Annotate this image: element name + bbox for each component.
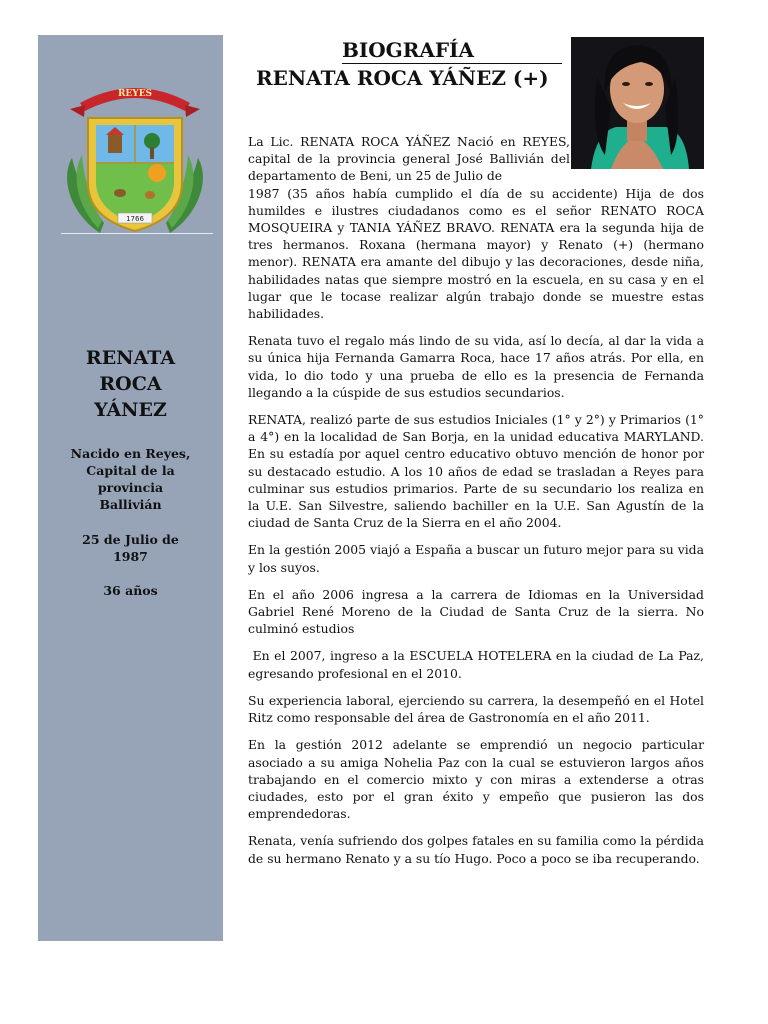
- biography-paragraph: En la gestión 2012 adelante se emprendió un negocio particular asociado a su amiga Nohelia Paz con la cual se estuvieron largos años trabajando en el comercio mixto y con miras a extenderse a otras ciudades, esto por el gran éxito y empeño que pusieron las dos emprendedoras.: [248, 737, 704, 822]
- biography-paragraph: RENATA, realizó parte de sus estudios Iniciales (1° y 2°) y Primarios (1° a 4°) en la localidad de San Borja, en la unidad educativa MARYLAND. En su estadía por aquel centro educativo obtuvo mención de honor por su destacado estudio. A los 10 años de edad se trasladan a Reyes para culminar sus estudios primarios. Parte de su secundario los realiza en la U.E. San Silvestre, saliendo bachiller en la U.E. San Agustín de la ciudad de Santa Cruz de la Sierra en el año 2004.: [248, 412, 704, 531]
- sidebar-birthdate: [38, 531, 223, 565]
- birthplace-line: Nacido en Reyes,: [70, 446, 191, 461]
- biography-paragraph: En el año 2006 ingresa a la carrera de Idiomas en la Universidad Gabriel René Moreno de la Ciudad de Santa Cruz de la sierra. No culminó estudios: [248, 586, 704, 637]
- sidebar-name-line: ROCA: [99, 373, 162, 395]
- biography-paragraph: En el 2007, ingreso a la ESCUELA HOTELERA en la ciudad de La Paz, egresando profesional en el 2010.: [248, 648, 708, 681]
- sidebar-name-line: RENATA: [85, 347, 176, 369]
- birthdate-line: 1987: [113, 549, 148, 564]
- biography-paragraph: En la gestión 2005 viajó a España a buscar un futuro mejor para su vida y los suyos.: [248, 542, 704, 575]
- birthplace-line: Capital de la: [86, 463, 175, 478]
- page-title: BIOGRAFÍA: [342, 38, 562, 64]
- coat-of-arms-emblem: [60, 63, 210, 235]
- sidebar-birthplace: [38, 445, 223, 513]
- crest-sun: [148, 164, 166, 182]
- biography-paragraph: 1987 (35 años había cumplido el día de su accidente) Hija de dos humildes e ilustres ciudadanos como es el señor RENATO ROCA MOSQUEIRA y TANIA YÁÑEZ BRAVO. RENATA era la segunda hija de tres hermanos. Roxana (hermana mayor) y Renato (+) (hermano menor). RENATA era amante del dibujo y las decoraciones, desde niña, habilidades natas que siempre mostró en la escuela, en su casa y en el lugar que le tocase realizar algún trabajo donde se muestre estas habilidades.: [248, 185, 704, 322]
- sidebar-name: [38, 345, 223, 423]
- biography-body: [248, 133, 708, 877]
- page-subtitle-name: RENATA ROCA YÁÑEZ (+): [256, 66, 549, 90]
- crest-year: 1766: [126, 215, 144, 223]
- birthplace-line: provincia: [97, 480, 164, 495]
- biography-paragraph: La Lic. RENATA ROCA YÁÑEZ Nació en REYES, capital de la provincia general José Ballivián del departamento de Beni, un 25 de Julio de: [248, 134, 570, 184]
- sidebar-age: 36 años: [103, 583, 158, 598]
- biography-paragraph: Su experiencia laboral, ejerciendo su carrera, la desempeñó en el Hotel Ritz como responsable del área de Gastronomía en el año 2011.: [248, 692, 704, 726]
- birthplace-line: Ballivián: [99, 497, 162, 512]
- crest-divider: [61, 233, 213, 234]
- biography-paragraph: Renata, venía sufriendo dos golpes fatales en su familia como la pérdida de su hermano Renato y a su tío Hugo. Poco a poco se iba recuperando.: [248, 833, 704, 866]
- biography-paragraph: Renata tuvo el regalo más lindo de su vida, así lo decía, al dar la vida a su única hija Fernanda Gamarra Roca, hace 17 años atrás. Por ella, en vida, lo dio todo y una prueba de ello es la presencia de Fernanda llegando a la cúspide de sus estudios secundarios.: [248, 333, 704, 400]
- sidebar-name-line: YÁNEZ: [94, 399, 167, 421]
- crest-banner-text: REYES: [117, 89, 153, 99]
- birthdate-line: 25 de Julio de: [82, 532, 179, 547]
- sidebar-panel: [38, 35, 223, 941]
